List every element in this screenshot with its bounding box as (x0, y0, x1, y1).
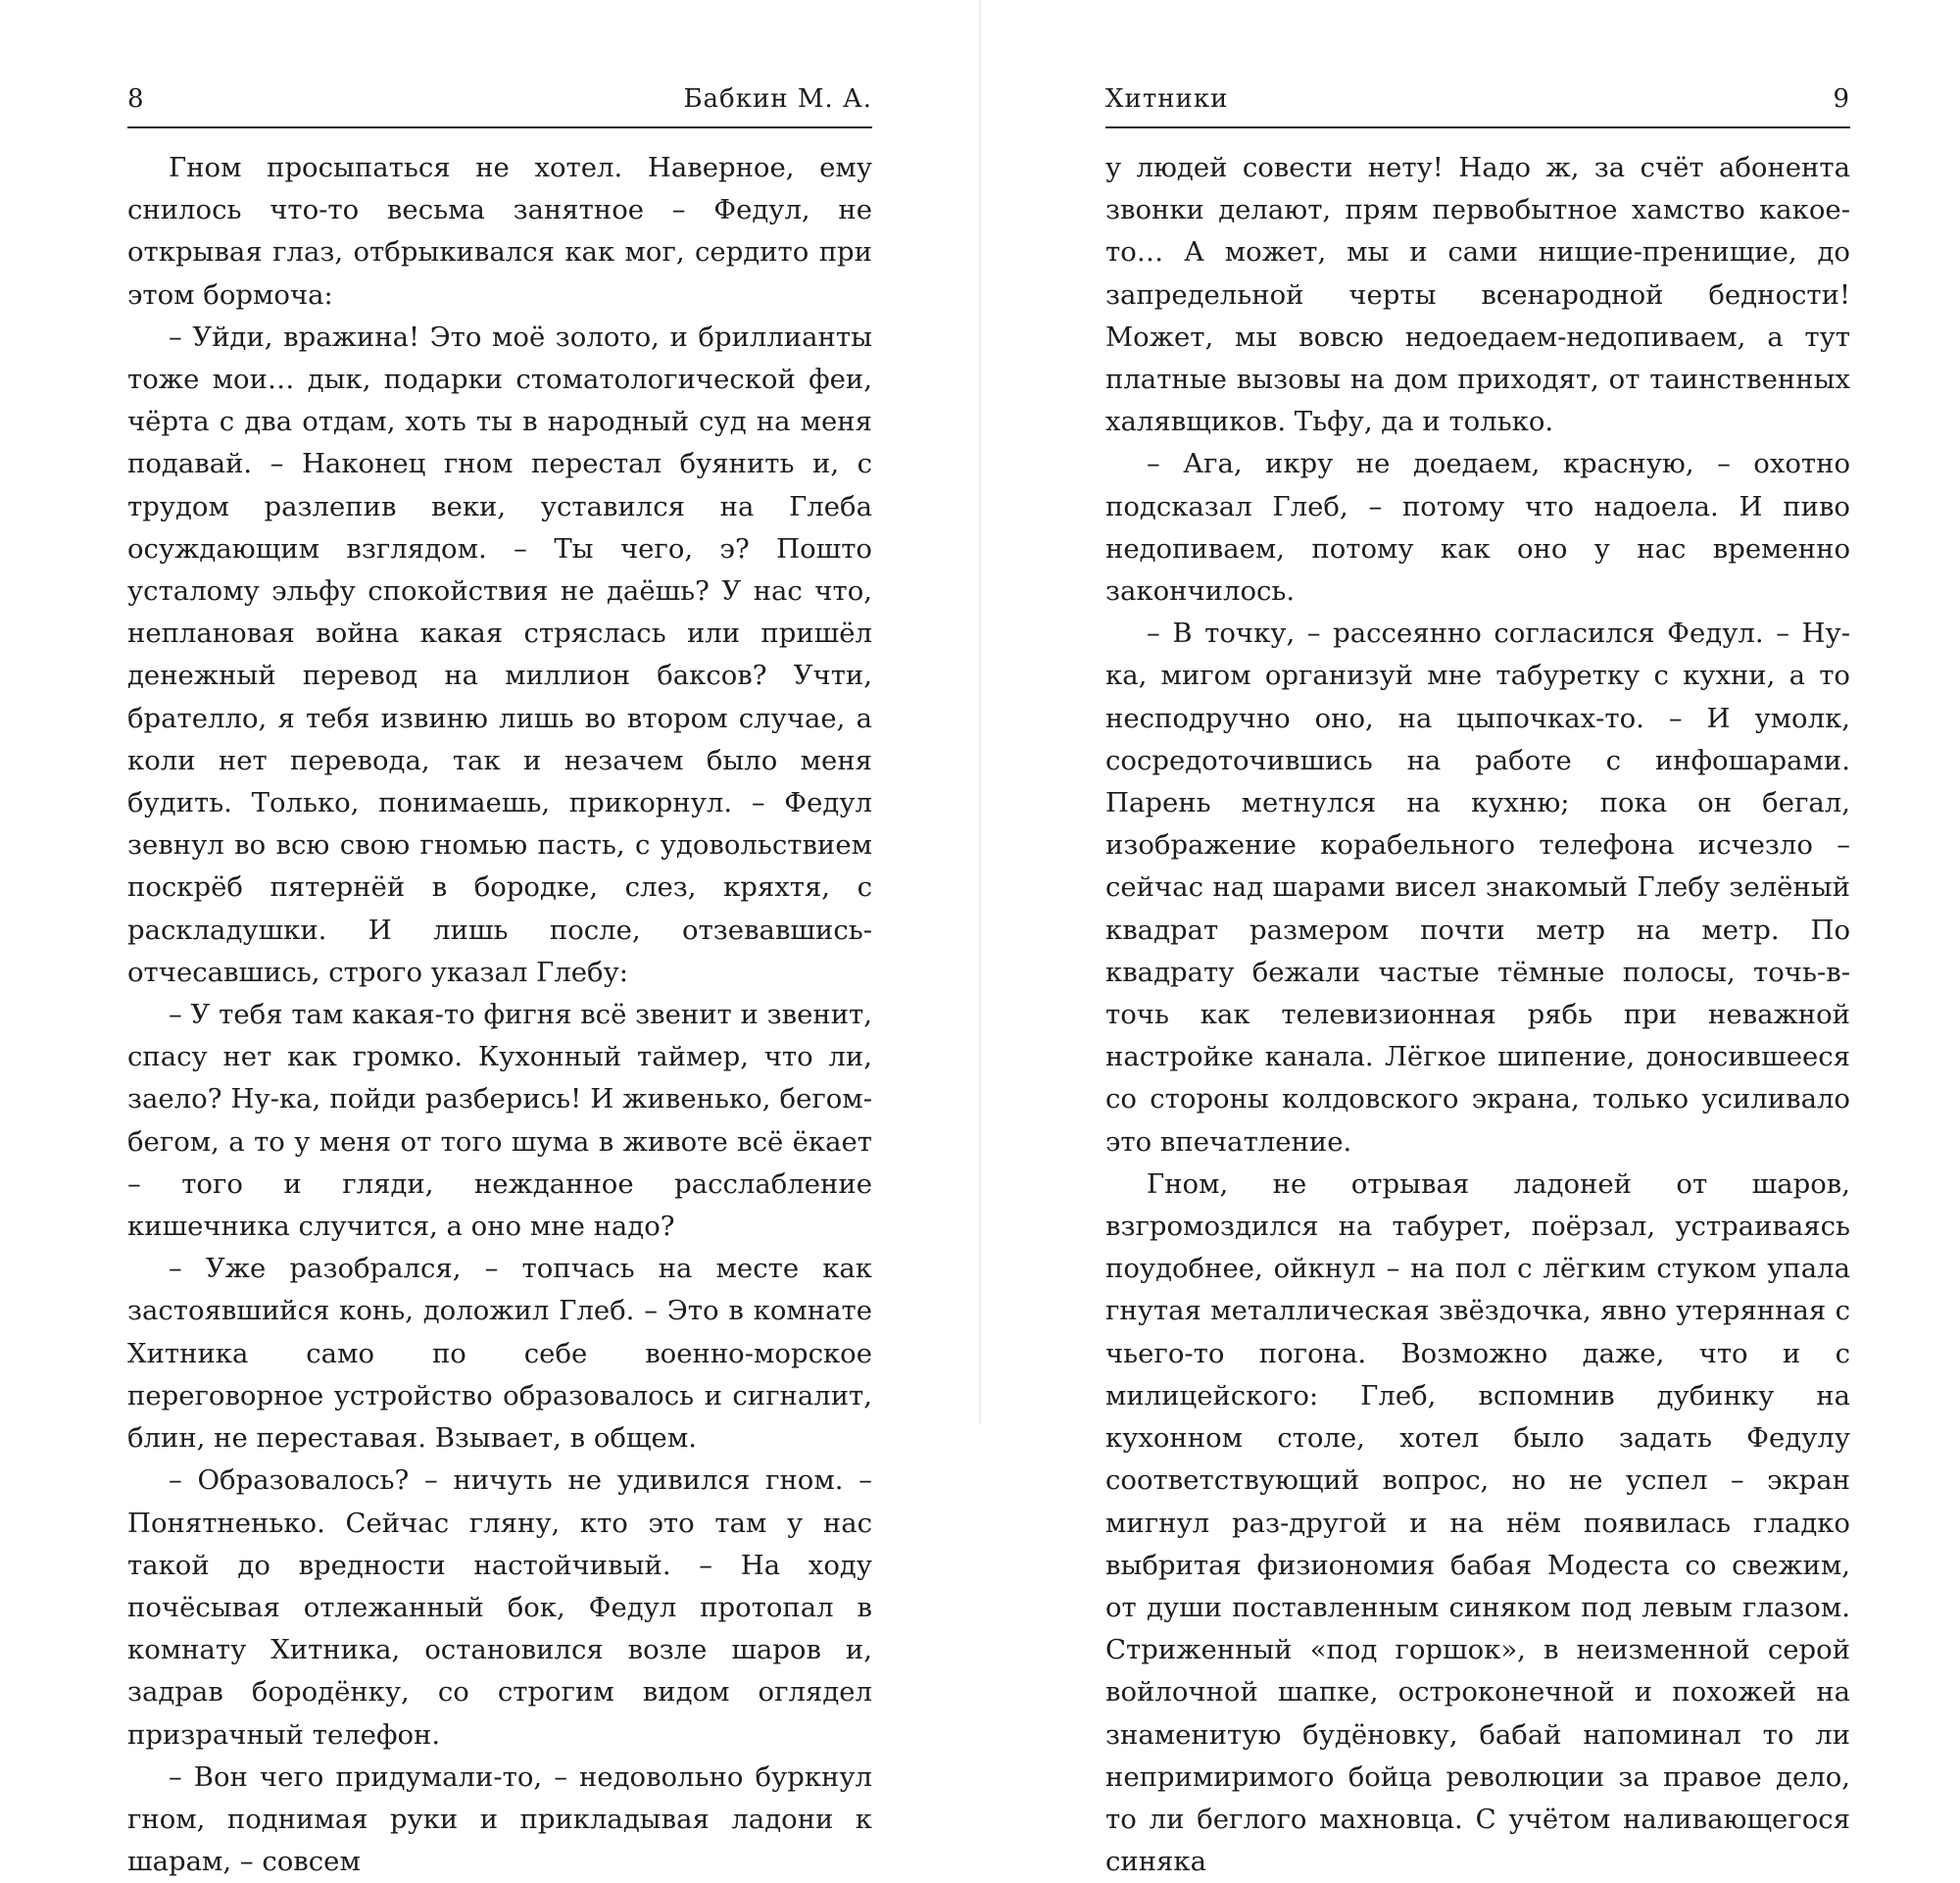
paragraph: у людей совести нету! Надо ж, за счёт абонента звонки делают, прям первобытное хамство какое-то… А может, мы и сами нищие-пренищие, до запредельной черты всенародной бедности! Может, мы вовсю недоедаем-недопиваем, а тут платные вызовы на дом приходят, от таинственных халявщиков. Тьфу, да и только. (1105, 152, 1850, 438)
left-page-body (127, 147, 872, 1883)
right-page-body (1105, 147, 1850, 1883)
running-head-author: Бабкин М. А. (683, 84, 872, 114)
paragraph: – Вон чего придумали-то, – недовольно буркнул гном, поднимая руки и прикладывая ладони к шарам, – совсем (127, 1760, 872, 1878)
left-page (0, 0, 980, 1878)
paragraph: – В точку, – рассеянно согласился Федул. – Ну-ка, мигом организуй мне табуретку с кухни, а то несподручно оно, на цыпочках-то. – И умолк, сосредоточившись на работе с инфошарами. Парень метнулся на кухню; пока он бегал, изображение корабельного телефона исчезло – сейчас над шарами висел знакомый Глебу зелёный квадрат размером почти метр на метр. По квадрату бежали частые тёмные полосы, точь-в-точь как телевизионная рябь при неважной настройке канала. Лёгкое шипение, доносившееся со стороны колдовского экрана, только усиливало это впечатление. (1105, 618, 1850, 1158)
paragraph: – Уже разобрался, – топчась на месте как застоявшийся конь, доложил Глеб. – Это в комнате Хитника само по себе военно-морское переговорное устройство образовалось и сигналит, блин, не переставая. Взывает, в общем. (127, 1253, 872, 1455)
header-rule-left (127, 126, 872, 128)
left-page-header (127, 84, 872, 124)
paragraph: Гном, не отрывая ладоней от шаров, взгромоздился на табурет, поёрзал, устраиваясь поудобнее, ойкнул – на пол с лёгким стуком упала гнутая металлическая звёздочка, явно утерянная с чьего-то погона. Возможно даже, что и с милицейского: Глеб, вспомнив дубинку на кухонном столе, хотел было задать Федулу соответствующий вопрос, но не успел – экран мигнул раз-другой и на нём появилась гладко выбритая физиономия бабая Модеста со свежим, от души поставленным синяком под левым глазом. Стриженный «под горшок», в неизменной серой войлочной шапке, остроконечной и похожей на знаменитую будёновку, бабай напоминал то ли непримиримого бойца революции за правое дело, то ли беглого махновца. С учётом наливающегося синяка (1105, 1167, 1850, 1878)
paragraph: – У тебя там какая-то фигня всё звенит и звенит, спасу нет как громко. Кухонный таймер, что ли, заело? Ну-ка, пойди разберись! И живенько, бегом-бегом, а то у меня от того шума в животе всё ёкает – того и гляди, нежданное расслабление кишечника случится, а оно мне надо? (127, 999, 872, 1243)
paragraph: – Образовалось? – ничуть не удивился гном. – Понятненько. Сейчас гляну, кто это там у нас такой до вредности настойчивый. – На ходу почёсывая отлежанный бок, Федул протопал в комнату Хитника, остановился возле шаров и, задрав бородёнку, со строгим видом оглядел призрачный телефон. (127, 1464, 872, 1751)
page-number-left: 8 (127, 84, 145, 114)
right-page (980, 0, 1960, 1878)
paragraph: Гном просыпаться не хотел. Наверное, ему снилось что-то весьма занятное – Федул, не открывая глаз, отбрыкивался как мог, сердито при этом бормоча: (127, 152, 872, 311)
running-head-title: Хитники (1105, 84, 1229, 114)
paragraph: – Уйди, вражина! Это моё золото, и бриллианты тоже мои… дык, подарки стоматологической феи, чёрта с два отдам, хоть ты в народный суд на меня подавай. – Наконец гном перестал буянить и, с трудом разлепив веки, уставился на Глеба осуждающим взглядом. – Ты чего, э? Пошто усталому эльфу спокойствия не даёшь? У нас что, неплановая война какая стряслась или пришёл денежный перевод на миллион баксов? Учти, брателло, я тебя извиню лишь во втором случае, а коли нет перевода, так и незачем было меня будить. Только, понимаешь, прикорнул. – Федул зевнул во всю свою гномью пасть, с удовольствием поскрёб пятернёй в бородке, слез, кряхтя, с раскладушки. И лишь после, отзевавшись-отчесавшись, строго указал Глебу: (127, 321, 872, 988)
paragraph: – Ага, икру не доедаем, красную, – охотно подсказал Глеб, – потому что надоела. И пиво недопиваем, потому как оно у нас временно закончилось. (1105, 448, 1850, 608)
header-rule-right (1105, 126, 1850, 128)
page-number-right: 9 (1833, 84, 1850, 114)
right-page-header (1105, 84, 1850, 124)
